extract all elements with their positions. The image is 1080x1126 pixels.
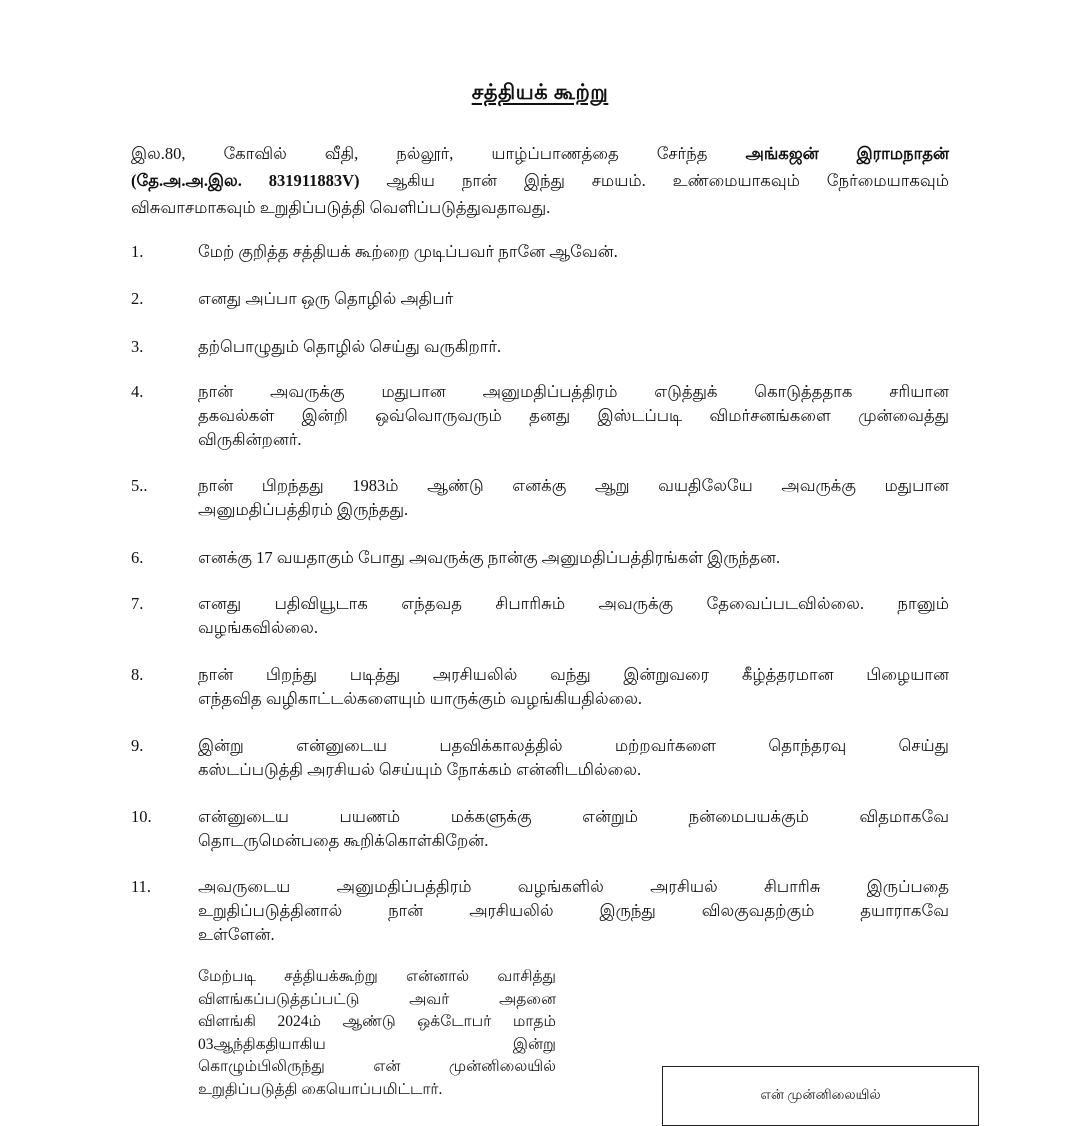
notary-line: விளங்கி 2024ம் ஆண்டு ஒக்டோபர் மாதம் [198, 1013, 556, 1030]
statement-line: அவருடைய அனுமதிப்பத்திரம் வழங்களில் அரசியல் சிபாரிசு இருப்பதை [198, 877, 949, 896]
statement-line: எனக்கு 17 வயதாகும் போது அவருக்கு நான்கு அனுமதிப்பத்திரங்கள் இருந்தன. [198, 548, 781, 567]
statement-number: 7. [131, 594, 144, 613]
statement-line: உறுதிப்படுத்தினால் நான் அரசியலில் இருந்து விலகுவதற்கும் தயாராகவே [198, 901, 949, 920]
statement-line: நான் பிறந்தது 1983ம் ஆண்டு எனக்கு ஆறு வயதிலேயே அவருக்கு மதுபான [198, 476, 949, 495]
intro-address: இல.80, கோவில் வீதி, நல்லூர், யாழ்ப்பாணத்தை சேர்ந்த [131, 144, 746, 163]
statement-line: நான் பிறந்து படித்து அரசியலில் வந்து இன்றுவரை கீழ்த்தரமான பிழையான [198, 665, 949, 684]
statement-text [198, 592, 949, 640]
statement-line: தற்பொழுதும் தொழில் செய்து வருகிறார். [198, 337, 502, 356]
statement-line: தொடருமென்பதை கூறிக்கொள்கிறேன். [198, 831, 489, 850]
statement-item [131, 380, 949, 452]
statement-line: அனுமதிப்பத்திரம் இருந்தது. [198, 500, 409, 519]
statement-line: எனது அப்பா ஒரு தொழில் அதிபர் [198, 289, 454, 308]
statement-item [131, 287, 949, 311]
notary-line: உறுதிப்படுத்தி கையொப்பமிட்டார். [198, 1080, 443, 1098]
nic-number: (தே.அ.அ.இல. 831911883V) [131, 171, 360, 190]
statement-line: கஸ்டப்படுத்தி அரசியல் செய்யும் நோக்கம் என்னிடமில்லை. [198, 760, 642, 779]
notary-line: விளங்கப்படுத்தப்பட்டு அவர் அதனை [198, 990, 556, 1008]
statement-number: 2. [131, 289, 144, 308]
statement-number: 10. [131, 807, 152, 826]
intro-line-3: விசுவாசமாகவும் உறுதிப்படுத்தி வெளிப்படுத்துவதாவது. [131, 198, 551, 217]
statement-line: எந்தவித வழிகாட்டல்களையும் யாருக்கும் வழங்கியதில்லை. [198, 689, 643, 708]
page-title: சத்தியக் கூற்று [471, 80, 609, 104]
statement-text [198, 805, 949, 853]
intro-paragraph [131, 140, 949, 221]
intro-line-1 [131, 140, 949, 167]
statement-number: 6. [131, 548, 144, 567]
statement-number: 3. [131, 337, 144, 356]
statement-line: வழங்கவில்லை. [198, 618, 318, 637]
intro-line-2 [131, 167, 949, 194]
statement-text [198, 287, 949, 311]
statement-item [131, 546, 949, 570]
statement-text [198, 240, 949, 264]
signature-box [662, 1066, 979, 1126]
statement-line: நான் அவருக்கு மதுபான அனுமதிப்பத்திரம் எடுத்துக் கொடுத்ததாக சரியான [198, 382, 949, 401]
intro-religion: ஆகிய நான் இந்து சமயம். உண்மையாகவும் நேர்மையாகவும் [359, 171, 949, 190]
signature-box-label: என் முன்னிலையில் [760, 1087, 881, 1102]
statement-text [198, 474, 949, 522]
notary-line: கொழும்பிலிருந்து என் முன்னிலையில் [198, 1058, 556, 1075]
statement-item [131, 335, 949, 359]
statement-text [198, 380, 949, 452]
notary-line: மேற்படி சத்தியக்கூற்று என்னால் வாசித்து [198, 968, 556, 985]
notary-attestation [198, 966, 556, 1101]
statement-line: தகவல்கள் இன்றி ஒவ்வொருவரும் தனது இஸ்டப்படி விமர்சனங்களை முன்வைத்து [198, 406, 949, 425]
statement-number: 5.. [131, 476, 148, 495]
statement-number: 9. [131, 736, 144, 755]
statement-line: எனது பதிவியூடாக எந்தவத சிபாரிசும் அவருக்கு தேவைப்படவில்லை. நானும் [198, 594, 949, 613]
statement-line: விருகின்றனர். [198, 430, 302, 449]
statement-item [131, 875, 949, 947]
statement-line: இன்று என்னுடைய பதவிக்காலத்தில் மற்றவர்களை தொந்தரவு செய்து [198, 736, 949, 755]
statement-line: உள்ளேன். [198, 925, 275, 944]
statement-text [198, 335, 949, 359]
statement-item [131, 805, 949, 853]
statement-number: 1. [131, 242, 144, 261]
statement-item [131, 734, 949, 782]
statement-text [198, 875, 949, 947]
statement-number: 4. [131, 382, 144, 401]
statement-text [198, 663, 949, 711]
statement-item [131, 240, 949, 264]
statement-item [131, 474, 949, 522]
statement-number: 11. [131, 877, 152, 896]
statement-item [131, 663, 949, 711]
statement-number: 8. [131, 665, 144, 684]
statement-text [198, 734, 949, 782]
notary-line: 03ஆந்திகதியாகிய இன்று [198, 1035, 556, 1053]
statement-line: என்னுடைய பயணம் மக்களுக்கு என்றும் நன்மைபயக்கும் விதமாகவே [198, 807, 949, 826]
declarant-name: அங்கஜன் இராமநாதன் [745, 144, 949, 163]
statement-item [131, 592, 949, 640]
statement-text [198, 546, 949, 570]
statement-line: மேற் குறித்த சத்தியக் கூற்றை முடிப்பவர் நானே ஆவேன். [198, 242, 618, 261]
